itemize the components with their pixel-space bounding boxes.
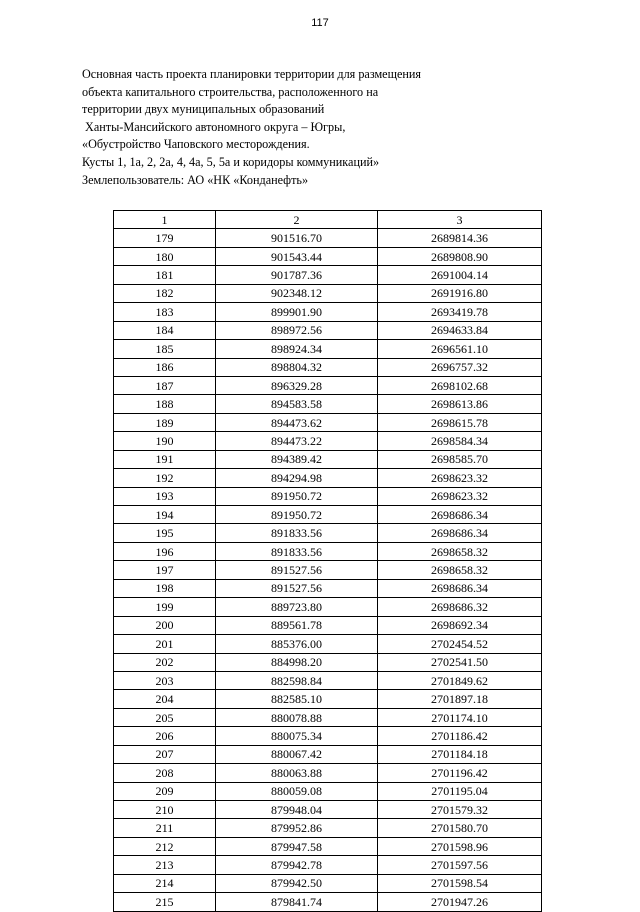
table-row bbox=[114, 542, 542, 560]
cell-point-number: 205 bbox=[114, 708, 216, 726]
table-row bbox=[114, 856, 542, 874]
cell-y-coordinate: 2698686.34 bbox=[378, 506, 542, 524]
cell-x-coordinate: 880063.88 bbox=[216, 764, 378, 782]
cell-y-coordinate: 2691004.14 bbox=[378, 266, 542, 284]
cell-point-number: 210 bbox=[114, 801, 216, 819]
cell-y-coordinate: 2701849.62 bbox=[378, 671, 542, 689]
cell-point-number: 196 bbox=[114, 542, 216, 560]
cell-y-coordinate: 2701184.18 bbox=[378, 745, 542, 763]
cell-point-number: 197 bbox=[114, 561, 216, 579]
cell-x-coordinate: 879942.78 bbox=[216, 856, 378, 874]
cell-x-coordinate: 894389.42 bbox=[216, 450, 378, 468]
table-row bbox=[114, 376, 542, 394]
cell-y-coordinate: 2698658.32 bbox=[378, 542, 542, 560]
cell-y-coordinate: 2701196.42 bbox=[378, 764, 542, 782]
cell-y-coordinate: 2696757.32 bbox=[378, 358, 542, 376]
cell-point-number: 192 bbox=[114, 469, 216, 487]
table-row bbox=[114, 653, 542, 671]
cell-x-coordinate: 882598.84 bbox=[216, 671, 378, 689]
table-row bbox=[114, 579, 542, 597]
table-row bbox=[114, 782, 542, 800]
header-line: Землепользователь: АО «НК «Конданефть» bbox=[82, 172, 309, 187]
cell-y-coordinate: 2698623.32 bbox=[378, 487, 542, 505]
cell-y-coordinate: 2698686.32 bbox=[378, 598, 542, 616]
table-row bbox=[114, 598, 542, 616]
cell-point-number: 209 bbox=[114, 782, 216, 800]
cell-x-coordinate: 891833.56 bbox=[216, 524, 378, 542]
cell-y-coordinate: 2701186.42 bbox=[378, 727, 542, 745]
cell-point-number: 194 bbox=[114, 506, 216, 524]
table-row bbox=[114, 266, 542, 284]
cell-point-number: 198 bbox=[114, 579, 216, 597]
cell-x-coordinate: 879841.74 bbox=[216, 893, 378, 911]
header-line: Ханты-Мансийского автономного округа – Югры, bbox=[82, 119, 346, 134]
cell-y-coordinate: 2698686.34 bbox=[378, 524, 542, 542]
cell-y-coordinate: 2693419.78 bbox=[378, 303, 542, 321]
cell-point-number: 204 bbox=[114, 690, 216, 708]
cell-point-number: 183 bbox=[114, 303, 216, 321]
cell-y-coordinate: 2696561.10 bbox=[378, 340, 542, 358]
cell-x-coordinate: 891950.72 bbox=[216, 487, 378, 505]
table-row bbox=[114, 229, 542, 247]
cell-x-coordinate: 898972.56 bbox=[216, 321, 378, 339]
cell-x-coordinate: 894473.62 bbox=[216, 413, 378, 431]
cell-x-coordinate: 880078.88 bbox=[216, 708, 378, 726]
cell-x-coordinate: 894583.58 bbox=[216, 395, 378, 413]
table-row bbox=[114, 635, 542, 653]
cell-y-coordinate: 2702454.52 bbox=[378, 635, 542, 653]
cell-point-number: 200 bbox=[114, 616, 216, 634]
cell-y-coordinate: 2701597.56 bbox=[378, 856, 542, 874]
table-row bbox=[114, 616, 542, 634]
cell-x-coordinate: 880075.34 bbox=[216, 727, 378, 745]
cell-point-number: 188 bbox=[114, 395, 216, 413]
cell-x-coordinate: 899901.90 bbox=[216, 303, 378, 321]
cell-y-coordinate: 2701598.54 bbox=[378, 874, 542, 892]
cell-x-coordinate: 894473.22 bbox=[216, 432, 378, 450]
cell-point-number: 179 bbox=[114, 229, 216, 247]
table-row bbox=[114, 395, 542, 413]
cell-y-coordinate: 2694633.84 bbox=[378, 321, 542, 339]
cell-point-number: 191 bbox=[114, 450, 216, 468]
column-header-point: 1 bbox=[114, 211, 216, 229]
cell-x-coordinate: 898804.32 bbox=[216, 358, 378, 376]
table-row bbox=[114, 561, 542, 579]
cell-y-coordinate: 2702541.50 bbox=[378, 653, 542, 671]
cell-x-coordinate: 901787.36 bbox=[216, 266, 378, 284]
cell-y-coordinate: 2691916.80 bbox=[378, 284, 542, 302]
cell-point-number: 184 bbox=[114, 321, 216, 339]
table-row bbox=[114, 764, 542, 782]
cell-y-coordinate: 2698584.34 bbox=[378, 432, 542, 450]
cell-x-coordinate: 901516.70 bbox=[216, 229, 378, 247]
table-row bbox=[114, 745, 542, 763]
cell-y-coordinate: 2701174.10 bbox=[378, 708, 542, 726]
cell-y-coordinate: 2701580.70 bbox=[378, 819, 542, 837]
cell-point-number: 180 bbox=[114, 247, 216, 265]
cell-point-number: 182 bbox=[114, 284, 216, 302]
cell-point-number: 207 bbox=[114, 745, 216, 763]
cell-point-number: 193 bbox=[114, 487, 216, 505]
coordinates-table bbox=[113, 210, 542, 912]
cell-y-coordinate: 2689814.36 bbox=[378, 229, 542, 247]
cell-x-coordinate: 894294.98 bbox=[216, 469, 378, 487]
cell-x-coordinate: 882585.10 bbox=[216, 690, 378, 708]
cell-point-number: 214 bbox=[114, 874, 216, 892]
table-row bbox=[114, 801, 542, 819]
cell-point-number: 195 bbox=[114, 524, 216, 542]
column-header-y: 3 bbox=[378, 211, 542, 229]
document-header bbox=[82, 66, 562, 189]
cell-y-coordinate: 2701598.96 bbox=[378, 837, 542, 855]
table-row bbox=[114, 450, 542, 468]
table-row bbox=[114, 487, 542, 505]
cell-x-coordinate: 879947.58 bbox=[216, 837, 378, 855]
table-row bbox=[114, 874, 542, 892]
cell-x-coordinate: 879948.04 bbox=[216, 801, 378, 819]
cell-x-coordinate: 889561.78 bbox=[216, 616, 378, 634]
table-row bbox=[114, 524, 542, 542]
cell-y-coordinate: 2698692.34 bbox=[378, 616, 542, 634]
cell-y-coordinate: 2698585.70 bbox=[378, 450, 542, 468]
cell-x-coordinate: 885376.00 bbox=[216, 635, 378, 653]
header-line: территории двух муниципальных образований bbox=[82, 102, 325, 117]
cell-x-coordinate: 889723.80 bbox=[216, 598, 378, 616]
cell-x-coordinate: 880067.42 bbox=[216, 745, 378, 763]
cell-point-number: 190 bbox=[114, 432, 216, 450]
table-row bbox=[114, 506, 542, 524]
cell-point-number: 202 bbox=[114, 653, 216, 671]
table-row bbox=[114, 893, 542, 911]
table-row bbox=[114, 413, 542, 431]
cell-point-number: 215 bbox=[114, 893, 216, 911]
table-row bbox=[114, 819, 542, 837]
table-row bbox=[114, 690, 542, 708]
cell-y-coordinate: 2698686.34 bbox=[378, 579, 542, 597]
cell-x-coordinate: 901543.44 bbox=[216, 247, 378, 265]
cell-y-coordinate: 2701947.26 bbox=[378, 893, 542, 911]
cell-x-coordinate: 879952.86 bbox=[216, 819, 378, 837]
cell-point-number: 213 bbox=[114, 856, 216, 874]
column-header-x: 2 bbox=[216, 211, 378, 229]
table-row bbox=[114, 247, 542, 265]
header-line: Кусты 1, 1а, 2, 2а, 4, 4а, 5, 5а и коридоры коммуникаций» bbox=[82, 154, 380, 169]
table-row bbox=[114, 358, 542, 376]
table-row bbox=[114, 303, 542, 321]
cell-point-number: 199 bbox=[114, 598, 216, 616]
cell-point-number: 211 bbox=[114, 819, 216, 837]
header-line: «Обустройство Чаповского месторождения. bbox=[82, 137, 310, 152]
table-row bbox=[114, 708, 542, 726]
cell-y-coordinate: 2701897.18 bbox=[378, 690, 542, 708]
cell-point-number: 189 bbox=[114, 413, 216, 431]
cell-x-coordinate: 891950.72 bbox=[216, 506, 378, 524]
cell-point-number: 206 bbox=[114, 727, 216, 745]
cell-y-coordinate: 2698658.32 bbox=[378, 561, 542, 579]
cell-point-number: 203 bbox=[114, 671, 216, 689]
table-header-row bbox=[114, 211, 542, 229]
cell-x-coordinate: 891527.56 bbox=[216, 579, 378, 597]
page-number: 117 bbox=[311, 17, 329, 29]
cell-y-coordinate: 2689808.90 bbox=[378, 247, 542, 265]
table-row bbox=[114, 727, 542, 745]
table-row bbox=[114, 469, 542, 487]
cell-x-coordinate: 880059.08 bbox=[216, 782, 378, 800]
cell-y-coordinate: 2698615.78 bbox=[378, 413, 542, 431]
table-row bbox=[114, 284, 542, 302]
table-row bbox=[114, 837, 542, 855]
table-row bbox=[114, 671, 542, 689]
cell-x-coordinate: 879942.50 bbox=[216, 874, 378, 892]
header-line: Основная часть проекта планировки территории для размещения bbox=[82, 67, 422, 81]
cell-y-coordinate: 2698613.86 bbox=[378, 395, 542, 413]
table-row bbox=[114, 432, 542, 450]
cell-point-number: 187 bbox=[114, 376, 216, 394]
cell-point-number: 186 bbox=[114, 358, 216, 376]
cell-y-coordinate: 2701579.32 bbox=[378, 801, 542, 819]
cell-x-coordinate: 898924.34 bbox=[216, 340, 378, 358]
header-line: объекта капитального строительства, расположенного на bbox=[82, 84, 379, 99]
cell-y-coordinate: 2698623.32 bbox=[378, 469, 542, 487]
table-row bbox=[114, 321, 542, 339]
table-body bbox=[114, 229, 542, 911]
cell-point-number: 201 bbox=[114, 635, 216, 653]
cell-x-coordinate: 902348.12 bbox=[216, 284, 378, 302]
cell-x-coordinate: 891833.56 bbox=[216, 542, 378, 560]
cell-y-coordinate: 2698102.68 bbox=[378, 376, 542, 394]
cell-x-coordinate: 891527.56 bbox=[216, 561, 378, 579]
cell-x-coordinate: 896329.28 bbox=[216, 376, 378, 394]
cell-x-coordinate: 884998.20 bbox=[216, 653, 378, 671]
cell-y-coordinate: 2701195.04 bbox=[378, 782, 542, 800]
cell-point-number: 212 bbox=[114, 837, 216, 855]
table-row bbox=[114, 340, 542, 358]
cell-point-number: 181 bbox=[114, 266, 216, 284]
cell-point-number: 185 bbox=[114, 340, 216, 358]
cell-point-number: 208 bbox=[114, 764, 216, 782]
